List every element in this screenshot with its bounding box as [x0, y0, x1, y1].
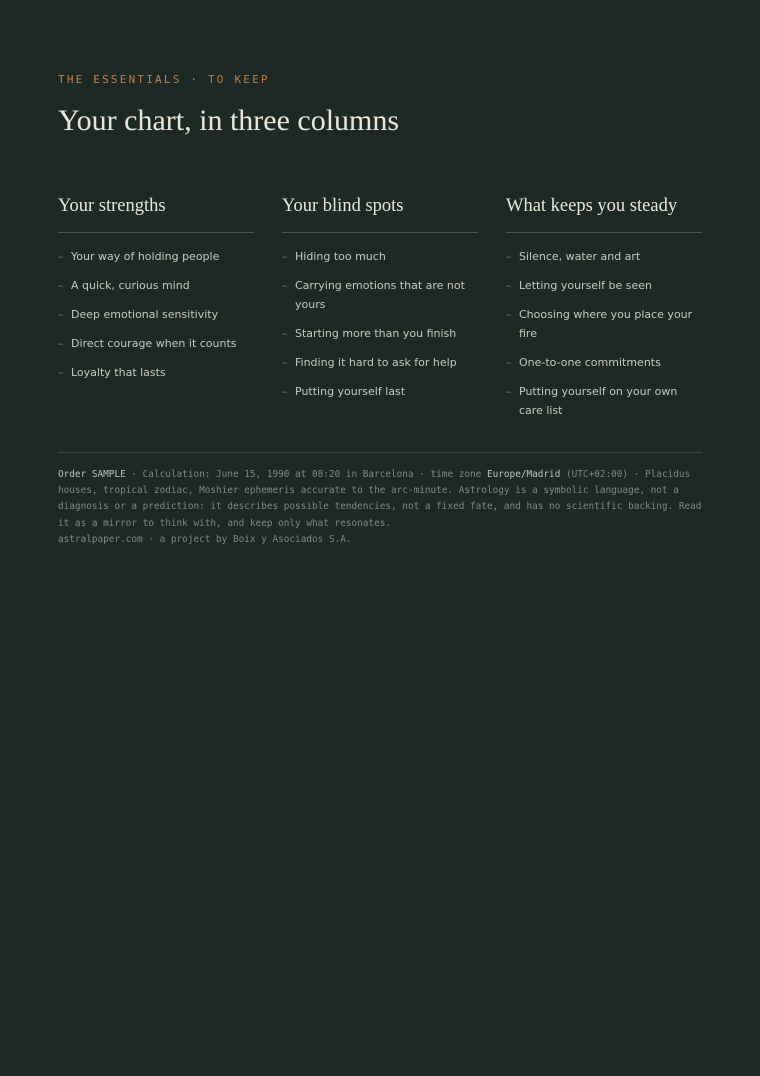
- list-item-text: Choosing where you place your fire: [519, 308, 693, 340]
- utc-offset: (UTC+02:00): [560, 469, 629, 480]
- column-strengths: [58, 196, 254, 430]
- column-title: Your strengths: [58, 196, 254, 233]
- dash-bullet: –: [58, 308, 64, 321]
- footer: [58, 452, 702, 548]
- dash-bullet: –: [58, 250, 64, 263]
- list-item-text: Direct courage when it counts: [71, 337, 237, 350]
- item-list: [282, 247, 478, 401]
- list-item-text: Deep emotional sensitivity: [71, 308, 219, 321]
- dash-bullet: –: [282, 250, 288, 263]
- list-item-text: Putting yourself last: [295, 385, 406, 398]
- dash-bullet: –: [506, 385, 512, 398]
- list-item-text: Finding it hard to ask for help: [295, 356, 457, 369]
- list-item-text: Loyalty that lasts: [71, 366, 166, 379]
- dash-bullet: –: [282, 356, 288, 369]
- list-item-text: Carrying emotions that are not yours: [295, 279, 465, 311]
- footer-note: [58, 467, 702, 532]
- column-title: What keeps you steady: [506, 196, 702, 233]
- calculation-text: · Calculation: June 15, 1990 at 08:20 in Barcelona · time zone: [125, 469, 487, 480]
- dash-bullet: –: [506, 308, 512, 321]
- columns-section: [58, 196, 702, 430]
- dash-bullet: –: [58, 337, 64, 350]
- list-item-text: Silence, water and art: [519, 250, 641, 263]
- list-item: [282, 276, 478, 314]
- list-item: [58, 334, 254, 353]
- item-list: [506, 247, 702, 420]
- order-label: Order SAMPLE: [58, 469, 126, 480]
- list-item: [58, 305, 254, 324]
- column-title: Your blind spots: [282, 196, 478, 233]
- column-blind-spots: [282, 196, 478, 430]
- page-title: Your chart, in three columns: [58, 104, 400, 137]
- footer-signature: astralpaper.com · a project by Boix y Asociados S.A.: [58, 533, 352, 545]
- list-item-text: One-to-one commitments: [519, 356, 661, 369]
- list-item: [282, 382, 478, 401]
- dash-bullet: –: [282, 327, 288, 340]
- list-item: [282, 324, 478, 343]
- list-item-text: A quick, curious mind: [71, 279, 190, 292]
- list-item: [506, 276, 702, 295]
- dash-bullet: –: [58, 279, 64, 292]
- list-item: [506, 382, 702, 420]
- list-item: [282, 353, 478, 372]
- list-item: [506, 305, 702, 343]
- column-steady: [506, 196, 702, 430]
- list-item: [506, 247, 702, 266]
- list-item: [58, 363, 254, 382]
- item-list: [58, 247, 254, 382]
- dash-bullet: –: [58, 366, 64, 379]
- dash-bullet: –: [506, 250, 512, 263]
- list-item-text: Putting yourself on your own care list: [519, 385, 678, 417]
- list-item-text: Letting yourself be seen: [519, 279, 652, 292]
- dash-bullet: –: [282, 279, 288, 292]
- timezone-label: Europe/Madrid: [486, 469, 561, 480]
- list-item-text: Starting more than you finish: [295, 327, 457, 340]
- dash-bullet: –: [506, 356, 512, 369]
- list-item-text: Your way of holding people: [71, 250, 220, 263]
- disclaimer-text: · Placidus houses, tropical zodiac, Moshier ephemeris accurate to the arc-minute. Astrology is a symbolic language, not a diagnosis or a prediction: it describes possible tendencies, not a fixed fate, and has no scientific backing. Read it as a mirror to think with, and keep only what resonates.: [58, 469, 702, 529]
- dash-bullet: –: [506, 279, 512, 292]
- eyebrow-label: THE ESSENTIALS · TO KEEP: [58, 73, 270, 86]
- list-item: [58, 247, 254, 266]
- list-item-text: Hiding too much: [295, 250, 386, 263]
- list-item: [282, 247, 478, 266]
- list-item: [506, 353, 702, 372]
- list-item: [58, 276, 254, 295]
- dash-bullet: –: [282, 385, 288, 398]
